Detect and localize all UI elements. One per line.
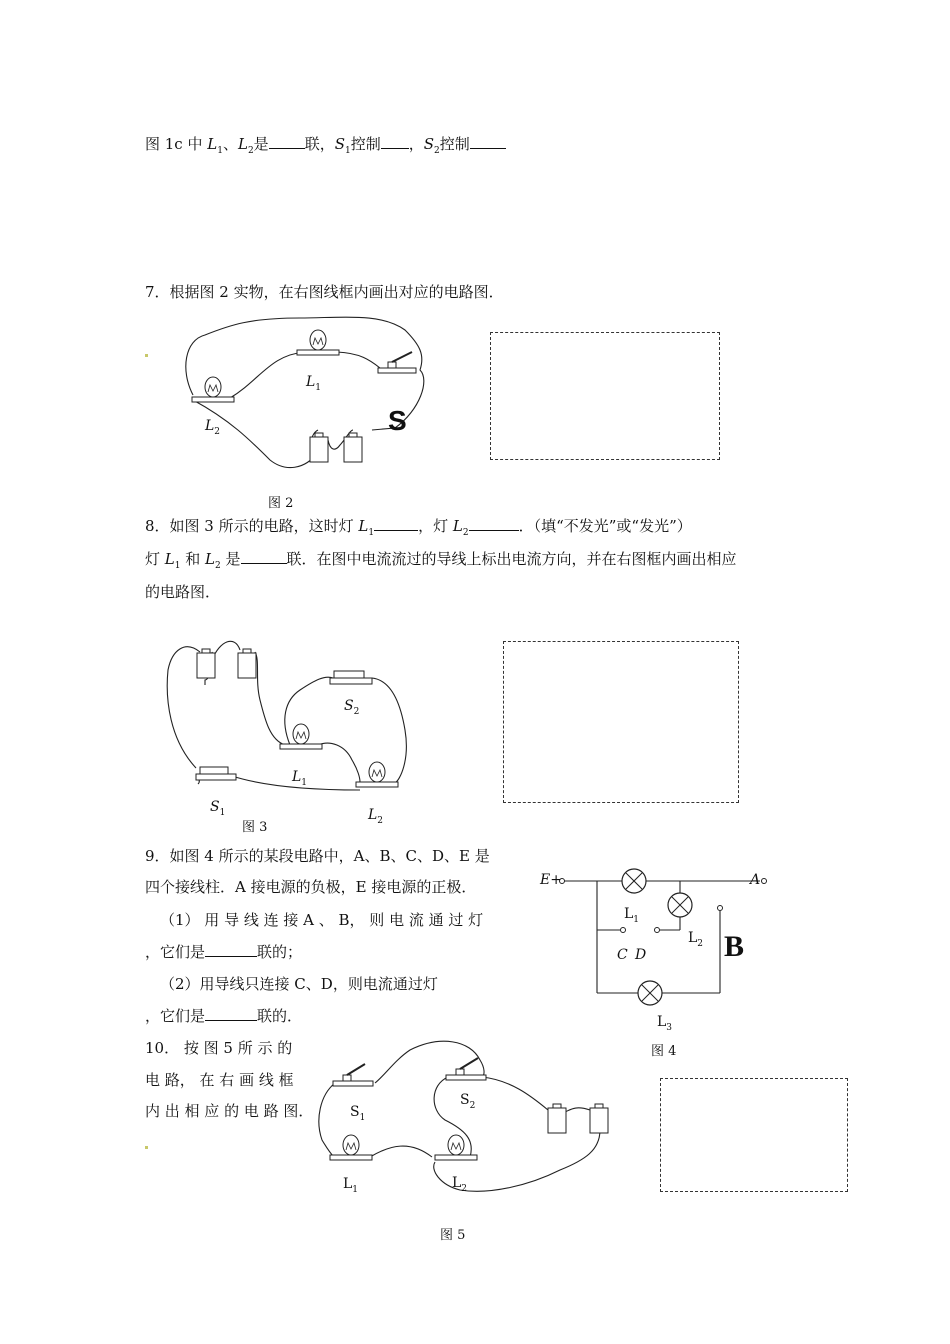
label-a: A [750, 872, 761, 888]
question-9-line5: （2）用导线只连接 C、D，则电流通过灯 [160, 975, 438, 993]
switch-s1 [333, 1064, 373, 1086]
question-9-line2: 四个接线柱．A 接电源的负极，E 接电源的正极． [145, 878, 477, 896]
figure-4-caption: 图 4 [651, 1044, 677, 1059]
figure-5-caption: 图 5 [440, 1228, 466, 1243]
label-l2: $L_2$ [368, 807, 384, 826]
label-l2: $L_2$ [688, 930, 704, 949]
question-10-line1: 10． 按 图 5 所 示 的 [145, 1039, 293, 1057]
question-8-line1: 8．如图 3 所示的电路，这时灯 $L_1$ ，灯 $L_2$ ．（填“不发光”或“发光”） [145, 517, 692, 538]
question-9-line6: ，它们是 联的． [145, 1007, 303, 1025]
label-l2: $L_2$ [205, 418, 221, 437]
label-e: E+ [540, 872, 562, 888]
figure-2-caption: 图 2 [268, 496, 294, 511]
label-s2: $S_2$ [460, 1092, 476, 1111]
label-l1: $L_1$ [306, 374, 322, 393]
switch-s2 [446, 1058, 486, 1080]
label-l1: $L_1$ [292, 769, 308, 788]
label-l1: $L_1$ [343, 1176, 359, 1195]
answer-box-q10[interactable] [660, 1078, 848, 1192]
question-7-text: 7．根据图 2 实物，在右图线框内画出对应的电路图． [145, 283, 504, 301]
question-9-line4: ，它们是 联的； [145, 943, 303, 961]
label-c: C [617, 947, 628, 963]
label-s2: $S_2$ [344, 698, 360, 717]
label-s: S [388, 405, 407, 436]
lamp-l1 [330, 1135, 372, 1160]
question-9-line3: （1） 用 导 线 连 接 A 、 B， 则 电 流 通 过 灯 [160, 911, 484, 929]
question-10-line2: 电 路， 在 右 画 线 框 [145, 1071, 294, 1089]
label-s1: $S_1$ [210, 799, 226, 818]
label-l2: $L_2$ [452, 1175, 468, 1194]
question-8-line2: 灯 $L_1$ 和 $L_2$ 是 联．在图中电流流过的导线上标出电流方向，并在右图框内画出相应 [145, 550, 737, 571]
question-8-line3: 的电路图． [145, 583, 221, 601]
question-10-line3: 内 出 相 应 的 电 路 图． [145, 1102, 314, 1120]
label-l3: $L_3$ [657, 1014, 673, 1033]
figure-3-caption: 图 3 [242, 820, 268, 835]
question-fig1c-line: 图 1c 中 $L_1$、$L_2$是 联，$S_1$控制 ，$S_2$控制 [145, 134, 506, 161]
question-9-line1: 9．如图 4 所示的某段电路中，A、B、C、D、E 是 [145, 847, 490, 865]
label-d: D [635, 947, 647, 963]
label-l1: $L_1$ [624, 906, 640, 925]
label-b: B [724, 930, 745, 963]
label-s1: $S_1$ [350, 1104, 366, 1123]
